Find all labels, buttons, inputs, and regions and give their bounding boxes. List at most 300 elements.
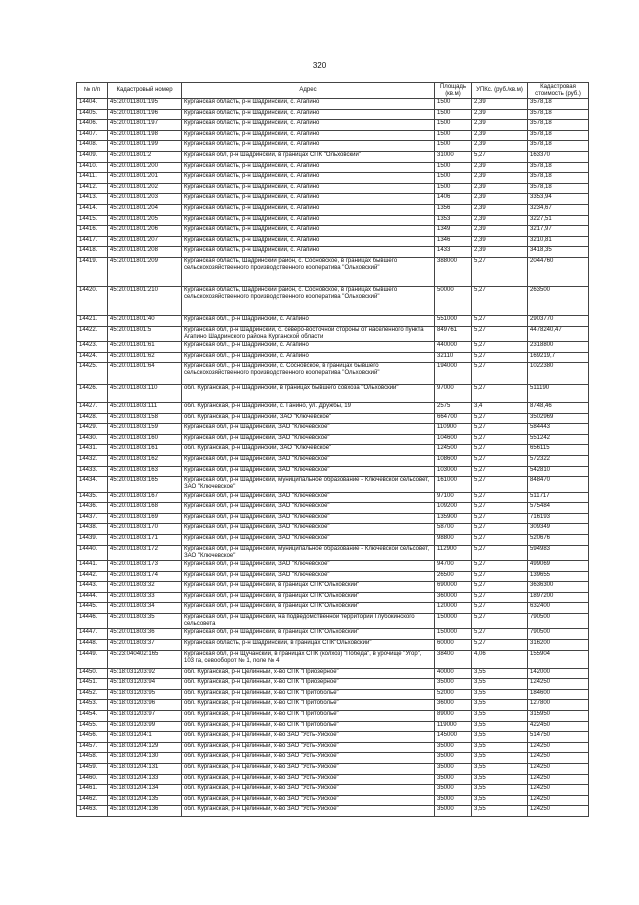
table-row	[77, 700, 589, 711]
upks-cell: 5,27	[472, 456, 528, 467]
row-number-cell: 14404.	[77, 99, 108, 110]
address-cell: Курганская область, р-н Шадринский, с. Агапино	[182, 183, 435, 194]
cadastral-value-cell: 2903770	[528, 315, 589, 326]
cadastral-value-cell: 594983	[528, 545, 589, 560]
row-number-cell: 14424.	[77, 352, 108, 363]
row-number-cell: 14428.	[77, 413, 108, 424]
cadastral-value-cell: 127800	[528, 700, 589, 711]
table-row	[77, 477, 589, 492]
row-number-cell: 14434.	[77, 477, 108, 492]
table-row	[77, 247, 589, 258]
upks-cell: 5,27	[472, 492, 528, 503]
table-row	[77, 424, 589, 435]
cadastral-number-cell: 45:18:031204:129	[108, 742, 182, 753]
area-cell: 1433	[435, 247, 472, 258]
table-row	[77, 120, 589, 131]
upks-cell: 5,27	[472, 413, 528, 424]
address-cell: Курганская область, Шадринский район, с. Сосновское, в границах бывшего сельскохозяйственного производственного кооператива "Ольховский"	[182, 286, 435, 315]
cadastral-value-cell: 3578,18	[528, 183, 589, 194]
cadastral-value-cell: 632400	[528, 603, 589, 614]
cadastral-number-cell: 45:20:011803:32	[108, 582, 182, 593]
table-body	[77, 99, 589, 817]
table-row	[77, 679, 589, 690]
area-cell: 35000	[435, 795, 472, 806]
cadastral-number-cell: 45:18:031204:130	[108, 753, 182, 764]
cadastral-number-cell: 45:18:031204:133	[108, 774, 182, 785]
upks-cell: 4,06	[472, 650, 528, 668]
table-row	[77, 352, 589, 363]
upks-cell: 3,55	[472, 710, 528, 721]
row-number-cell: 14444.	[77, 592, 108, 603]
address-cell: Курганская обл., р-н Шадринский, с. Агапино	[182, 315, 435, 326]
upks-cell: 3,55	[472, 806, 528, 817]
cadastral-value-cell: 1897200	[528, 592, 589, 603]
upks-cell: 3,4	[472, 403, 528, 414]
upks-cell: 3,55	[472, 721, 528, 732]
address-cell: Курганская обл, р-н Щучанский, в границах СПК (колхоз) "Победа", в урочище "Угор", 103 га, севооборот № 1, поле № 4	[182, 650, 435, 668]
area-cell: 112900	[435, 545, 472, 560]
cadastral-value-cell: 163370	[528, 151, 589, 162]
cadastral-number-cell: 45:18:031203:96	[108, 700, 182, 711]
cadastral-number-cell: 45:20:011801:2	[108, 151, 182, 162]
row-number-cell: 14417.	[77, 236, 108, 247]
upks-cell: 5,27	[472, 424, 528, 435]
cadastral-value-cell: 124250	[528, 795, 589, 806]
cadastral-number-cell: 45:18:031204:135	[108, 795, 182, 806]
upks-cell: 3,55	[472, 774, 528, 785]
cadastral-number-cell: 45:20:011803:174	[108, 571, 182, 582]
cadastral-number-cell: 45:20:011803:171	[108, 535, 182, 546]
address-cell: обл. Курганская, р-н Целинный, х-во СПК "Притоболье"	[182, 700, 435, 711]
address-cell: Курганская обл., р-н Шадринский, с. Агапино	[182, 352, 435, 363]
area-cell: 1500	[435, 162, 472, 173]
upks-cell: 5,27	[472, 582, 528, 593]
table-row	[77, 545, 589, 560]
upks-cell: 2,39	[472, 109, 528, 120]
area-cell: 1406	[435, 194, 472, 205]
cadastral-value-cell: 124250	[528, 774, 589, 785]
address-cell: обл. Курганская, р-н Целинный, х-во ЗАО "Усть-Уйское"	[182, 795, 435, 806]
area-cell: 119000	[435, 721, 472, 732]
upks-cell: 5,27	[472, 545, 528, 560]
cadastral-number-cell: 45:20:011803:165	[108, 477, 182, 492]
cadastral-number-cell: 45:20:011801:204	[108, 204, 182, 215]
row-number-cell: 14410.	[77, 162, 108, 173]
address-cell: Курганская область, р-н Шадринский, с. Агапино	[182, 236, 435, 247]
table-row	[77, 592, 589, 603]
table-row	[77, 257, 589, 286]
cadastral-value-cell: 124250	[528, 753, 589, 764]
row-number-cell: 14454.	[77, 710, 108, 721]
table-row	[77, 445, 589, 456]
cadastral-number-cell: 45:20:011803:160	[108, 434, 182, 445]
cadastral-value-cell: 572322	[528, 456, 589, 467]
row-number-cell: 14420.	[77, 286, 108, 315]
row-number-cell: 14438.	[77, 524, 108, 535]
area-cell: 35000	[435, 742, 472, 753]
cadastral-value-cell: 511717	[528, 492, 589, 503]
address-cell: Курганская область, Шадринский район, с. Сосновское, в границах бывшего сельскохозяйственного производственного кооператива "Ольховский"	[182, 257, 435, 286]
table-row	[77, 582, 589, 593]
address-cell: Курганская обл, р-н Шадринский, в границах СПК"Ольховский"	[182, 582, 435, 593]
row-number-cell: 14409.	[77, 151, 108, 162]
address-cell: Курганская обл, р-н Шадринский, ЗАО "Ключевское"	[182, 535, 435, 546]
table-row	[77, 535, 589, 546]
row-number-cell: 14459.	[77, 763, 108, 774]
upks-cell: 2,39	[472, 236, 528, 247]
row-number-cell: 14419.	[77, 257, 108, 286]
cadastral-number-cell: 45:20:011803:36	[108, 629, 182, 640]
address-cell: Курганская область, р-н Шадринский, в границах СПК"Ольховский"	[182, 640, 435, 651]
address-cell: обл. Курганская, р-н Шадринский, с. Ганино, ул. Дружбы, 19	[182, 403, 435, 414]
row-number-cell: 14432.	[77, 456, 108, 467]
address-cell: обл. Курганская, р-н Целинный, х-во ЗАО "Усть-Уйское"	[182, 742, 435, 753]
cadastral-value-cell: 3210,81	[528, 236, 589, 247]
table-row	[77, 130, 589, 141]
address-cell: Курганская обл, р-н Шадринский, в границах СПК"Ольховский"	[182, 603, 435, 614]
cadastral-value-cell: 3578,18	[528, 99, 589, 110]
table-row	[77, 650, 589, 668]
cadastral-value-cell: 142000	[528, 668, 589, 679]
area-cell: 35000	[435, 774, 472, 785]
row-number-cell: 14440.	[77, 545, 108, 560]
cadastral-number-cell: 45:20:011801:210	[108, 286, 182, 315]
cadastral-number-cell: 45:20:011803:168	[108, 503, 182, 514]
table-row	[77, 614, 589, 629]
area-cell: 150000	[435, 614, 472, 629]
cadastral-value-cell: 790500	[528, 629, 589, 640]
area-cell: 145000	[435, 732, 472, 743]
table-header-row	[77, 83, 589, 99]
cadastral-value-cell: 3502969	[528, 413, 589, 424]
cadastral-value-cell: 184600	[528, 689, 589, 700]
cadastral-number-cell: 45:20:011803:37	[108, 640, 182, 651]
cadastral-value-cell: 520676	[528, 535, 589, 546]
cadastral-value-cell: 3578,18	[528, 109, 589, 120]
row-number-cell: 14425.	[77, 363, 108, 385]
cadastral-number-cell: 45:20:011801:209	[108, 257, 182, 286]
area-cell: 52000	[435, 689, 472, 700]
area-cell: 31000	[435, 151, 472, 162]
header-cadastral-number: Кадастровый номер	[108, 83, 182, 99]
address-cell: обл. Курганская, р-н Целинный, х-во ЗАО "Усть-Уйское"	[182, 753, 435, 764]
table-row	[77, 162, 589, 173]
address-cell: Курганская обл, р-н Шадринский, ЗАО "Ключевское"	[182, 424, 435, 435]
cadastral-value-cell: 3578,18	[528, 130, 589, 141]
address-cell: обл. Курганская, р-н Целинный, х-во ЗАО "Усть-Уйское"	[182, 785, 435, 796]
address-cell: Курганская обл, р-н Шадринский, ЗАО "Ключевское"	[182, 434, 435, 445]
area-cell: 194000	[435, 363, 472, 385]
cadastral-number-cell: 45:20:011801:64	[108, 363, 182, 385]
cadastral-number-cell: 45:18:031203:97	[108, 710, 182, 721]
area-cell: 1353	[435, 215, 472, 226]
area-cell: 97100	[435, 492, 472, 503]
address-cell: Курганская обл, р-н Шадринский, ЗАО "Ключевское"	[182, 561, 435, 572]
row-number-cell: 14426.	[77, 385, 108, 403]
table-row	[77, 363, 589, 385]
row-number-cell: 14408.	[77, 141, 108, 152]
upks-cell: 3,55	[472, 668, 528, 679]
row-number-cell: 14447.	[77, 629, 108, 640]
table-row	[77, 795, 589, 806]
cadastral-number-cell: 45:20:011803:169	[108, 513, 182, 524]
table-row	[77, 341, 589, 352]
cadastral-number-cell: 45:18:031204:136	[108, 806, 182, 817]
cadastral-value-cell: 3217,97	[528, 226, 589, 237]
area-cell: 1500	[435, 99, 472, 110]
address-cell: обл. Курганская, р-н Шадринский, ЗАО "Ключевское"	[182, 445, 435, 456]
cadastral-number-cell: 45:20:011803:33	[108, 592, 182, 603]
area-cell: 360000	[435, 592, 472, 603]
address-cell: Курганская обл, р-н Шадринский, ЗАО "Ключевское"	[182, 492, 435, 503]
area-cell: 109200	[435, 503, 472, 514]
cadastral-value-cell: 263500	[528, 286, 589, 315]
address-cell: обл. Курганская, р-н Целинный, х-во ЗАО "Усть-Уйское"	[182, 806, 435, 817]
row-number-cell: 14451.	[77, 679, 108, 690]
upks-cell: 3,55	[472, 742, 528, 753]
address-cell: Курганская область, р-н Шадринский, с. Агапино	[182, 194, 435, 205]
upks-cell: 3,55	[472, 732, 528, 743]
cadastral-value-cell: 124250	[528, 763, 589, 774]
table-row	[77, 785, 589, 796]
address-cell: Курганская область, р-н Шадринский, с. Агапино	[182, 173, 435, 184]
upks-cell: 5,27	[472, 629, 528, 640]
cadastral-value-cell: 514750	[528, 732, 589, 743]
row-number-cell: 14460.	[77, 774, 108, 785]
table-row	[77, 503, 589, 514]
area-cell: 440000	[435, 341, 472, 352]
cadastral-value-cell: 3234,67	[528, 204, 589, 215]
area-cell: 388000	[435, 257, 472, 286]
table-row	[77, 561, 589, 572]
area-cell: 40000	[435, 668, 472, 679]
cadastral-number-cell: 45:20:011803:110	[108, 385, 182, 403]
cadastral-value-cell: 2318800	[528, 341, 589, 352]
address-cell: Курганская обл, р-н Шадринский, муниципальное образование - Ключевской сельсовет, ЗАО "Ключевское"	[182, 477, 435, 492]
cadastral-value-cell: 499069	[528, 561, 589, 572]
cadastral-value-cell: 3578,18	[528, 173, 589, 184]
area-cell: 26500	[435, 571, 472, 582]
row-number-cell: 14461.	[77, 785, 108, 796]
row-number-cell: 14433.	[77, 466, 108, 477]
address-cell: обл. Курганская, р-н Целинный, х-во СПК "Приозерное"	[182, 679, 435, 690]
address-cell: Курганская область, р-н Шадринский, с. Агапино	[182, 109, 435, 120]
area-cell: 1356	[435, 204, 472, 215]
area-cell: 1500	[435, 183, 472, 194]
area-cell: 849761	[435, 326, 472, 341]
row-number-cell: 14450.	[77, 668, 108, 679]
cadastral-number-cell: 45:20:011803:158	[108, 413, 182, 424]
address-cell: Курганская область, р-н Шадринский, с. Агапино	[182, 226, 435, 237]
cadastral-number-cell: 45:20:011801:205	[108, 215, 182, 226]
address-cell: Курганская обл, р-н Шадринский, в границах СПК "Ольховский"	[182, 151, 435, 162]
table-row	[77, 215, 589, 226]
area-cell: 32110	[435, 352, 472, 363]
row-number-cell: 14458.	[77, 753, 108, 764]
cadastral-value-cell: 124250	[528, 679, 589, 690]
upks-cell: 5,27	[472, 315, 528, 326]
cadastral-number-cell: 45:20:011803:159	[108, 424, 182, 435]
address-cell: Курганская обл, р-н Шадринский, в границах СПК"Ольховский"	[182, 592, 435, 603]
cadastral-value-cell: 3353,94	[528, 194, 589, 205]
cadastral-number-cell: 45:23:040402:165	[108, 650, 182, 668]
cadastral-value-cell: 790500	[528, 614, 589, 629]
upks-cell: 5,27	[472, 640, 528, 651]
cadastral-value-cell: 316200	[528, 640, 589, 651]
table-row	[77, 524, 589, 535]
cadastral-value-cell: 2044760	[528, 257, 589, 286]
cadastral-number-cell: 45:20:011801:197	[108, 120, 182, 131]
address-cell: Курганская область, р-н Шадринский, с. Агапино	[182, 204, 435, 215]
area-cell: 1349	[435, 226, 472, 237]
area-cell: 35000	[435, 806, 472, 817]
upks-cell: 3,55	[472, 689, 528, 700]
row-number-cell: 14457.	[77, 742, 108, 753]
area-cell: 35000	[435, 753, 472, 764]
address-cell: Курганская обл, р-н Шадринский, с. северо-восточной стороны от населенного пункта Агапино Шадринского района Курганской области	[182, 326, 435, 341]
row-number-cell: 14415.	[77, 215, 108, 226]
address-cell: Курганская обл., р-н Шадринский, с. Сосновское, в границах бывшего сельскохозяйственного производственного кооператива "Ольховский"	[182, 363, 435, 385]
table-row	[77, 492, 589, 503]
address-cell: Курганская область, р-н Шадринский, с. Агапино	[182, 247, 435, 258]
table-row	[77, 571, 589, 582]
cadastral-value-cell: 139655	[528, 571, 589, 582]
header-cadastral-value: Кадастровая стоимость (руб.)	[528, 83, 589, 99]
row-number-cell: 14435.	[77, 492, 108, 503]
upks-cell: 2,39	[472, 130, 528, 141]
address-cell: Курганская обл., р-н Шадринский, с. Агапино	[182, 341, 435, 352]
row-number-cell: 14418.	[77, 247, 108, 258]
upks-cell: 2,39	[472, 247, 528, 258]
upks-cell: 5,27	[472, 614, 528, 629]
cadastral-number-cell: 45:20:011803:35	[108, 614, 182, 629]
table-row	[77, 721, 589, 732]
cadastral-number-cell: 45:20:011801:40	[108, 315, 182, 326]
cadastral-value-cell: 124250	[528, 785, 589, 796]
upks-cell: 5,27	[472, 352, 528, 363]
cadastral-number-cell: 45:18:031203:94	[108, 679, 182, 690]
upks-cell: 5,27	[472, 341, 528, 352]
cadastral-number-cell: 45:20:011801:207	[108, 236, 182, 247]
upks-cell: 2,39	[472, 204, 528, 215]
address-cell: обл. Курганская, р-н Целинный, х-во СПК "Притоболье"	[182, 689, 435, 700]
upks-cell: 2,39	[472, 162, 528, 173]
row-number-cell: 14437.	[77, 513, 108, 524]
address-cell: Курганская обл, р-н Шадринский, ЗАО "Ключевское"	[182, 466, 435, 477]
row-number-cell: 14407.	[77, 130, 108, 141]
address-cell: Курганская обл, р-н Шадринский, ЗАО "Ключевское"	[182, 503, 435, 514]
row-number-cell: 14445.	[77, 603, 108, 614]
area-cell: 35000	[435, 763, 472, 774]
area-cell: 551000	[435, 315, 472, 326]
row-number-cell: 14448.	[77, 640, 108, 651]
row-number-cell: 14427.	[77, 403, 108, 414]
row-number-cell: 14462.	[77, 795, 108, 806]
row-number-cell: 14411.	[77, 173, 108, 184]
table-row	[77, 806, 589, 817]
address-cell: обл. Курганская, р-н Целинный, х-во СПК "Притоболье"	[182, 721, 435, 732]
address-cell: Курганская обл, р-н Шадринский, муниципальное образование - Ключевской сельсовет, ЗАО "Ключевское"	[182, 545, 435, 560]
upks-cell: 2,39	[472, 226, 528, 237]
table-row	[77, 403, 589, 414]
area-cell: 124500	[435, 445, 472, 456]
area-cell: 1500	[435, 130, 472, 141]
cadastral-table	[76, 82, 589, 817]
cadastral-value-cell: 8748,46	[528, 403, 589, 414]
upks-cell: 3,55	[472, 795, 528, 806]
cadastral-number-cell: 45:20:011803:161	[108, 445, 182, 456]
area-cell: 103000	[435, 466, 472, 477]
cadastral-value-cell: 1022380	[528, 363, 589, 385]
table-row	[77, 151, 589, 162]
area-cell: 1346	[435, 236, 472, 247]
cadastral-value-cell: 848470	[528, 477, 589, 492]
upks-cell: 2,39	[472, 173, 528, 184]
upks-cell: 5,27	[472, 513, 528, 524]
cadastral-number-cell: 45:20:011801:208	[108, 247, 182, 258]
cadastral-number-cell: 45:20:011801:62	[108, 352, 182, 363]
address-cell: Курганская обл, р-н Шадринский, ЗАО "Ключевское"	[182, 571, 435, 582]
row-number-cell: 14455.	[77, 721, 108, 732]
table-row	[77, 413, 589, 424]
address-cell: обл. Курганская, р-н Целинный, х-во ЗАО "Усть-Уйское"	[182, 763, 435, 774]
table-row	[77, 640, 589, 651]
table-row	[77, 226, 589, 237]
cadastral-number-cell: 45:18:031204:1	[108, 732, 182, 743]
upks-cell: 3,55	[472, 700, 528, 711]
table-row	[77, 99, 589, 110]
table-row	[77, 513, 589, 524]
area-cell: 1500	[435, 120, 472, 131]
upks-cell: 2,39	[472, 194, 528, 205]
cadastral-value-cell: 511190	[528, 385, 589, 403]
table-row	[77, 326, 589, 341]
address-cell: обл. Курганская, р-н Целинный, х-во СПК "Притоболье"	[182, 710, 435, 721]
area-cell: 135900	[435, 513, 472, 524]
cadastral-number-cell: 45:20:011803:172	[108, 545, 182, 560]
cadastral-number-cell: 45:18:031204:131	[108, 763, 182, 774]
area-cell: 1500	[435, 109, 472, 120]
upks-cell: 2,39	[472, 120, 528, 131]
table-row	[77, 204, 589, 215]
table-row	[77, 456, 589, 467]
address-cell: Курганская область, р-н Шадринский, с. Агапино	[182, 120, 435, 131]
cadastral-value-cell: 3227,51	[528, 215, 589, 226]
address-cell: Курганская область, р-н Шадринский, с. Агапино	[182, 215, 435, 226]
table-row	[77, 689, 589, 700]
area-cell: 97000	[435, 385, 472, 403]
table-row	[77, 466, 589, 477]
cadastral-value-cell: 542810	[528, 466, 589, 477]
row-number-cell: 14456.	[77, 732, 108, 743]
address-cell: обл. Курганская, р-н Шадринский, ЗАО "Ключевское"	[182, 413, 435, 424]
row-number-cell: 14441.	[77, 561, 108, 572]
address-cell: Курганская область, р-н Шадринский, с. Агапино	[182, 99, 435, 110]
cadastral-number-cell: 45:18:031203:95	[108, 689, 182, 700]
cadastral-number-cell: 45:20:011801:5	[108, 326, 182, 341]
area-cell: 89000	[435, 710, 472, 721]
upks-cell: 5,27	[472, 286, 528, 315]
cadastral-value-cell: 551242	[528, 434, 589, 445]
upks-cell: 2,39	[472, 183, 528, 194]
cadastral-number-cell: 45:20:011801:200	[108, 162, 182, 173]
table-row	[77, 194, 589, 205]
row-number-cell: 14405.	[77, 109, 108, 120]
area-cell: 1500	[435, 141, 472, 152]
header-number: № п/п	[77, 83, 108, 99]
header-area: Площадь (кв.м)	[435, 83, 472, 99]
table-row	[77, 315, 589, 326]
